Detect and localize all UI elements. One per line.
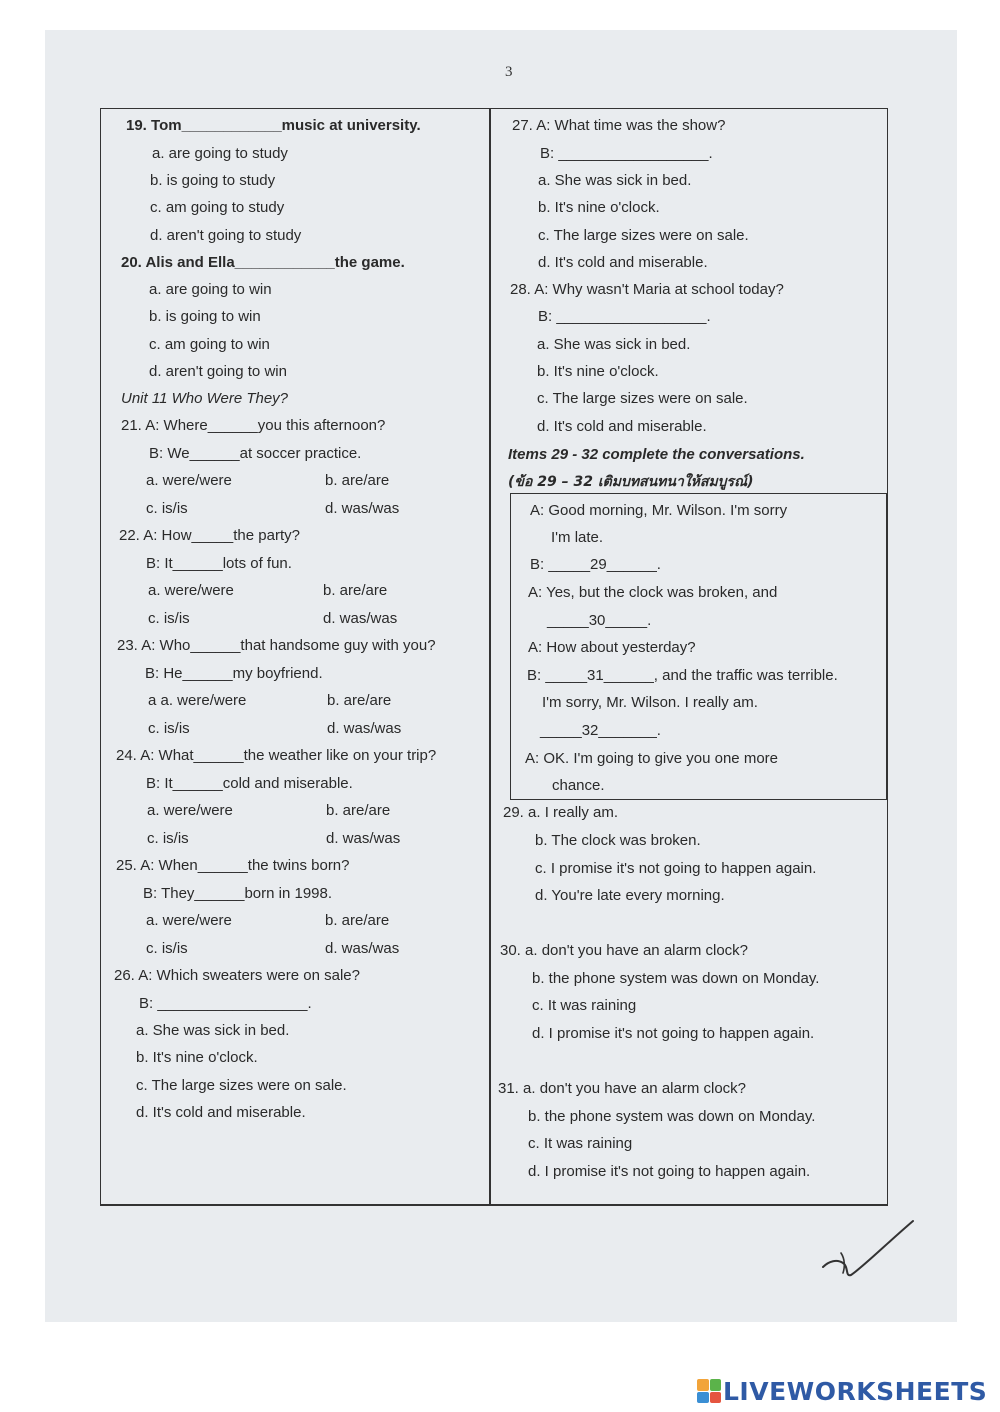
option-29d: d. You're late every morning. (535, 887, 725, 904)
option-28c: c. The large sizes were on sale. (537, 390, 748, 407)
option-20a: a. are going to win (149, 281, 272, 298)
option-28a: a. She was sick in bed. (537, 336, 691, 353)
option-19a: a. are going to study (152, 145, 288, 162)
option-30c: c. It was raining (532, 997, 637, 1014)
question-23-b: B: He______my boyfriend. (145, 665, 323, 682)
conversation-line: A: How about yesterday? (528, 639, 696, 656)
question-28-b: B: __________________. (538, 308, 711, 325)
question-27-b: B: __________________. (540, 145, 713, 162)
conversation-line: A: Good morning, Mr. Wilson. I'm sorry (530, 502, 788, 519)
option-23a: a a. were/were (148, 692, 247, 709)
option-29a: 29. a. I really am. (503, 804, 619, 821)
option-24b: b. are/are (326, 802, 391, 819)
option-20c: c. am going to win (149, 336, 270, 353)
option-31a: 31. a. don't you have an alarm clock? (498, 1080, 747, 1097)
conversation-line: B: _____31______, and the traffic was terrible. (527, 667, 838, 684)
option-22b: b. are/are (323, 582, 388, 599)
conversation-line: _____32_______. (540, 722, 661, 739)
logo-tile (697, 1392, 709, 1404)
items-instruction-thai: (ข้อ 29 – 32 เติมบทสนทนาให้สมบูรณ์) (508, 474, 754, 490)
option-19d: d. aren't going to study (150, 227, 302, 244)
question-21-b: B: We______at soccer practice. (149, 445, 362, 462)
option-24d: d. was/was (326, 830, 401, 847)
option-24c: c. is/is (147, 830, 189, 847)
option-28d: d. It's cold and miserable. (537, 418, 707, 435)
option-29c: c. I promise it's not going to happen again. (535, 860, 817, 877)
question-25-b: B: They______born in 1998. (143, 885, 333, 902)
option-22a: a. were/were (148, 582, 234, 599)
question-26: 26. A: Which sweaters were on sale? (114, 967, 360, 984)
question-22: 22. A: How_____the party? (119, 527, 300, 544)
option-25c: c. is/is (146, 940, 188, 957)
unit-heading: Unit 11 Who Were They? (121, 390, 289, 407)
items-instruction: Items 29 - 32 complete the conversations. (508, 446, 805, 463)
option-27b: b. It's nine o'clock. (538, 199, 660, 216)
footer-brand (697, 1376, 987, 1406)
option-26d: d. It's cold and miserable. (136, 1104, 306, 1121)
option-29b: b. The clock was broken. (535, 832, 701, 849)
question-24: 24. A: What______the weather like on your trip? (116, 747, 437, 764)
conversation-line: _____30_____. (547, 612, 652, 629)
conversation-line: B: _____29______. (530, 556, 661, 573)
option-21b: b. are/are (325, 472, 390, 489)
option-19b: b. is going to study (150, 172, 276, 189)
option-31b: b. the phone system was down on Monday. (528, 1108, 816, 1125)
option-31c: c. It was raining (528, 1135, 633, 1152)
conversation-line: I'm sorry, Mr. Wilson. I really am. (542, 694, 758, 711)
option-21c: c. is/is (146, 500, 188, 517)
option-28b: b. It's nine o'clock. (537, 363, 659, 380)
option-22d: d. was/was (323, 610, 398, 627)
question-26-b: B: __________________. (139, 995, 312, 1012)
option-23b: b. are/are (327, 692, 392, 709)
conversation-line: A: OK. I'm going to give you one more (525, 750, 778, 767)
liveworksheets-logo-icon (697, 1379, 721, 1403)
option-26c: c. The large sizes were on sale. (136, 1077, 347, 1094)
option-27a: a. She was sick in bed. (538, 172, 692, 189)
brand-name: LIVEWORKSHEETS (723, 1376, 988, 1406)
option-20d: d. aren't going to win (149, 363, 287, 380)
option-23d: d. was/was (327, 720, 402, 737)
option-30a: 30. a. don't you have an alarm clock? (500, 942, 749, 959)
option-23c: c. is/is (148, 720, 190, 737)
signature-mark (815, 1215, 925, 1285)
question-22-b: B: It______lots of fun. (146, 555, 292, 572)
option-19c: c. am going to study (150, 199, 285, 216)
option-25d: d. was/was (325, 940, 400, 957)
conversation-line: chance. (552, 777, 605, 794)
page-number: 3 (505, 64, 513, 80)
option-27c: c. The large sizes were on sale. (538, 227, 749, 244)
question-23: 23. A: Who______that handsome guy with you? (117, 637, 436, 654)
question-27: 27. A: What time was the show? (512, 117, 726, 134)
conversation-line: A: Yes, but the clock was broken, and (528, 584, 778, 601)
option-21a: a. were/were (146, 472, 232, 489)
conversation-line: I'm late. (551, 529, 604, 546)
option-25b: b. are/are (325, 912, 390, 929)
question-20: 20. Alis and Ella____________the game. (121, 254, 405, 271)
question-28: 28. A: Why wasn't Maria at school today? (510, 281, 784, 298)
column-divider (489, 108, 491, 1206)
option-21d: d. was/was (325, 500, 400, 517)
option-20b: b. is going to win (149, 308, 261, 325)
option-26a: a. She was sick in bed. (136, 1022, 290, 1039)
logo-tile (710, 1392, 722, 1404)
option-26b: b. It's nine o'clock. (136, 1049, 258, 1066)
option-30d: d. I promise it's not going to happen again. (532, 1025, 815, 1042)
question-19: 19. Tom____________music at university. (126, 117, 421, 134)
question-24-b: B: It______cold and miserable. (146, 775, 353, 792)
option-24a: a. were/were (147, 802, 233, 819)
option-30b: b. the phone system was down on Monday. (532, 970, 820, 987)
logo-tile (697, 1379, 709, 1391)
question-21: 21. A: Where______you this afternoon? (121, 417, 386, 434)
logo-tile (710, 1379, 722, 1391)
option-22c: c. is/is (148, 610, 190, 627)
option-31d: d. I promise it's not going to happen again. (528, 1163, 811, 1180)
option-25a: a. were/were (146, 912, 232, 929)
option-27d: d. It's cold and miserable. (538, 254, 708, 271)
question-25: 25. A: When______the twins born? (116, 857, 350, 874)
